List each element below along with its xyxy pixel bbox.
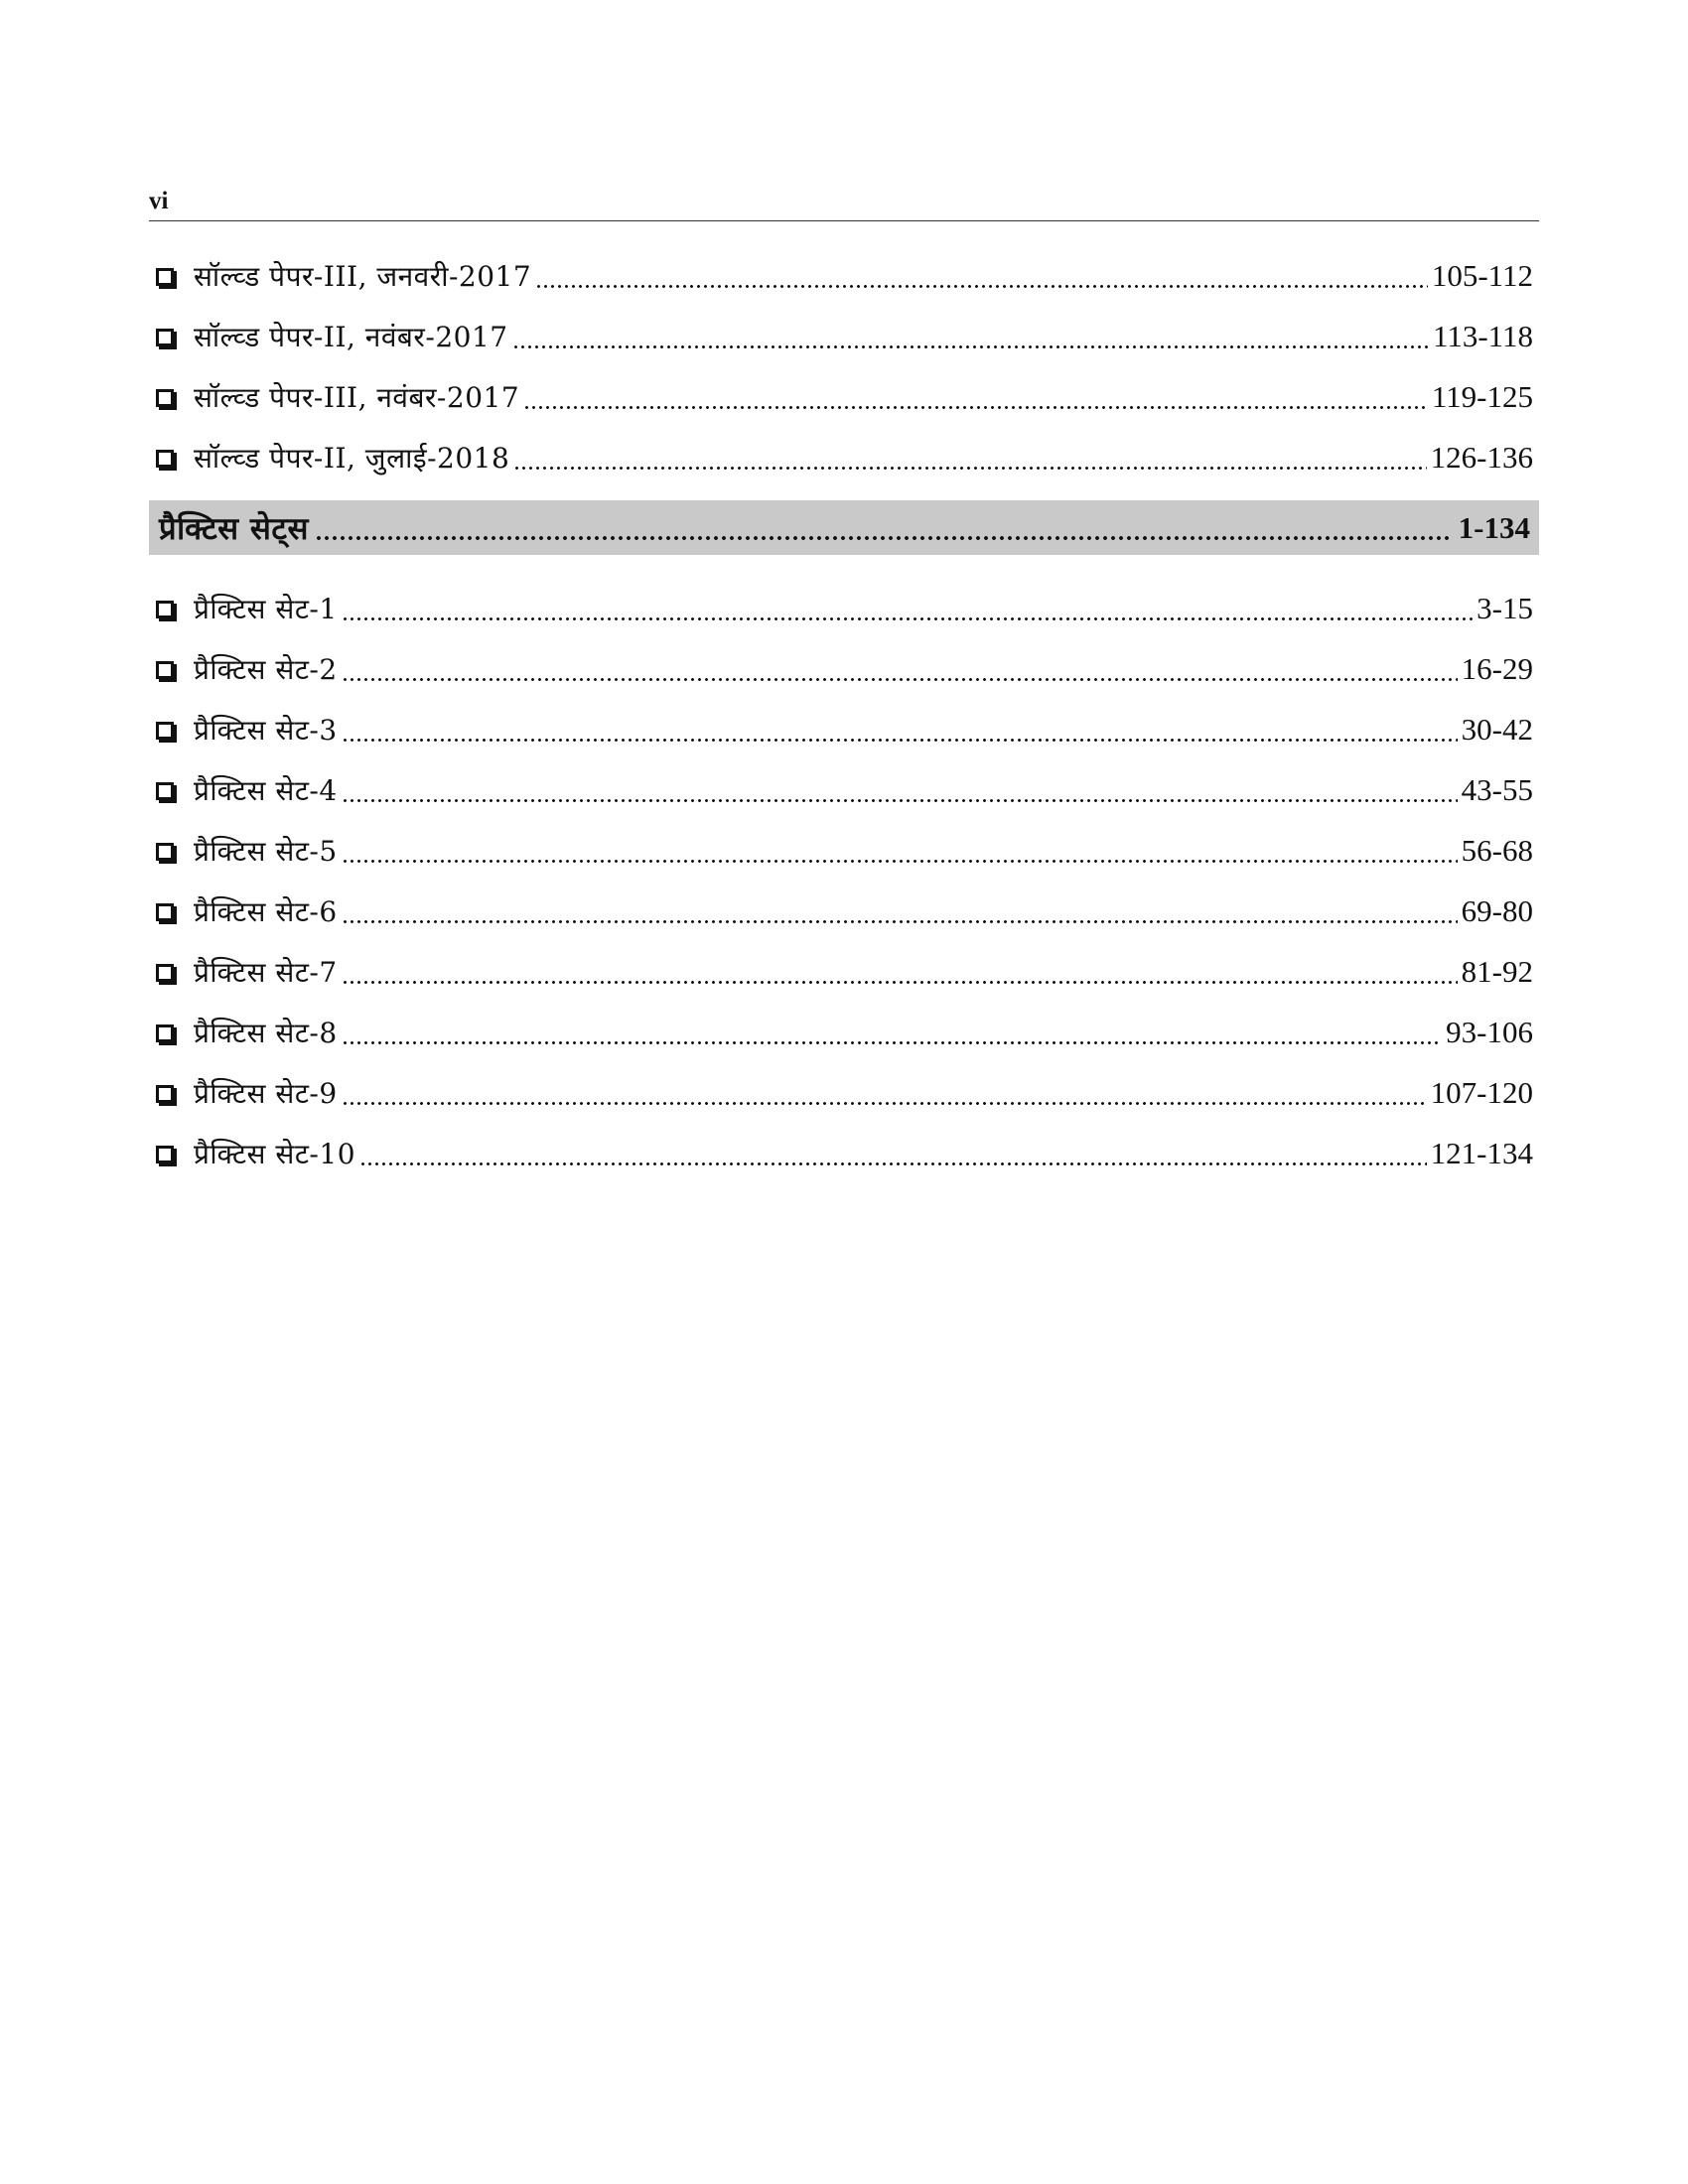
page-number: vi	[149, 188, 169, 214]
section-title: प्रैक्टिस सेट्स	[159, 510, 309, 547]
checkbox-bullet-icon	[156, 1146, 174, 1163]
toc-entry-label: प्रैक्टिस सेट-6	[194, 894, 338, 928]
toc-entry[interactable]	[156, 1002, 1533, 1062]
toc-entry-label: सॉल्व्ड पेपर-III, जनवरी-2017	[194, 259, 532, 293]
toc-entry-pages: 107-120	[1430, 1074, 1533, 1110]
toc-entry-label: प्रैक्टिस सेट-10	[194, 1137, 356, 1170]
toc-entry-label: प्रैक्टिस सेट-4	[194, 773, 338, 807]
toc-entry-pages: 69-80	[1461, 892, 1533, 928]
toc-entry-label: सॉल्व्ड पेपर-II, जुलाई-2018	[194, 441, 510, 475]
dot-leader	[342, 981, 1458, 984]
checkbox-bullet-icon	[156, 601, 174, 618]
toc-entry-pages: 30-42	[1461, 711, 1533, 747]
toc-entry-label: प्रैक्टिस सेट-9	[194, 1076, 338, 1110]
toc-entry-pages: 3-15	[1477, 590, 1533, 625]
dot-leader	[315, 536, 1453, 540]
checkbox-bullet-icon	[156, 1024, 174, 1042]
section-pages: 1-134	[1458, 509, 1530, 545]
toc-entry-label: सॉल्व्ड पेपर-III, नवंबर-2017	[194, 380, 520, 414]
dot-leader	[523, 406, 1428, 409]
toc-entry-pages: 16-29	[1461, 650, 1533, 686]
dot-leader	[342, 1041, 1442, 1044]
toc-entry[interactable]	[156, 306, 1533, 366]
toc-entry[interactable]	[156, 699, 1533, 759]
dot-leader	[342, 799, 1458, 802]
checkbox-bullet-icon	[156, 389, 174, 407]
toc-entry-label: प्रैक्टिस सेट-2	[194, 652, 338, 686]
toc-entry[interactable]	[156, 245, 1533, 306]
toc-entry-label: प्रैक्टिस सेट-3	[194, 713, 338, 747]
toc-entry[interactable]	[156, 759, 1533, 820]
toc-entry[interactable]	[156, 638, 1533, 699]
toc-entry-pages: 119-125	[1431, 378, 1533, 414]
toc-entry-pages: 121-134	[1430, 1135, 1533, 1170]
toc-entry-pages: 113-118	[1432, 318, 1533, 353]
dot-leader	[513, 467, 1426, 470]
solved-papers-list	[156, 245, 1533, 487]
dot-leader	[342, 739, 1458, 742]
checkbox-bullet-icon	[156, 964, 174, 982]
dot-leader	[512, 345, 1429, 348]
toc-entry-pages: 43-55	[1461, 771, 1533, 807]
checkbox-bullet-icon	[156, 661, 174, 679]
toc-entry[interactable]	[156, 366, 1533, 427]
checkbox-bullet-icon	[156, 903, 174, 921]
toc-entry-pages: 81-92	[1461, 953, 1533, 989]
toc-entry-pages: 126-136	[1430, 439, 1533, 475]
toc-entry[interactable]	[156, 1062, 1533, 1123]
toc-entry[interactable]	[156, 578, 1533, 638]
dot-leader	[342, 678, 1458, 681]
dot-leader	[342, 860, 1458, 863]
section-heading-practice-sets[interactable]	[149, 500, 1539, 555]
checkbox-bullet-icon	[156, 843, 174, 861]
dot-leader	[342, 1102, 1427, 1105]
toc-entry[interactable]	[156, 427, 1533, 487]
checkbox-bullet-icon	[156, 782, 174, 800]
toc-entry-label: प्रैक्टिस सेट-5	[194, 834, 338, 868]
toc-entry-label: सॉल्व्ड पेपर-II, नवंबर-2017	[194, 320, 508, 353]
toc-entry[interactable]	[156, 881, 1533, 941]
dot-leader	[535, 285, 1428, 288]
checkbox-bullet-icon	[156, 450, 174, 468]
toc-entry-pages: 56-68	[1461, 832, 1533, 868]
practice-sets-list	[156, 578, 1533, 1183]
checkbox-bullet-icon	[156, 268, 174, 286]
toc-entry-pages: 93-106	[1446, 1014, 1533, 1049]
header-divider	[149, 220, 1539, 221]
dot-leader	[342, 617, 1473, 620]
toc-entry-label: प्रैक्टिस सेट-7	[194, 955, 338, 989]
toc-entry-label: प्रैक्टिस सेट-1	[194, 592, 338, 625]
toc-entry[interactable]	[156, 1123, 1533, 1183]
checkbox-bullet-icon	[156, 1085, 174, 1103]
toc-entry-pages: 105-112	[1431, 257, 1533, 293]
dot-leader	[342, 920, 1458, 923]
dot-leader	[359, 1162, 1427, 1165]
checkbox-bullet-icon	[156, 722, 174, 740]
toc-entry-label: प्रैक्टिस सेट-8	[194, 1016, 338, 1049]
toc-entry[interactable]	[156, 941, 1533, 1002]
checkbox-bullet-icon	[156, 329, 174, 346]
toc-entry[interactable]	[156, 820, 1533, 881]
